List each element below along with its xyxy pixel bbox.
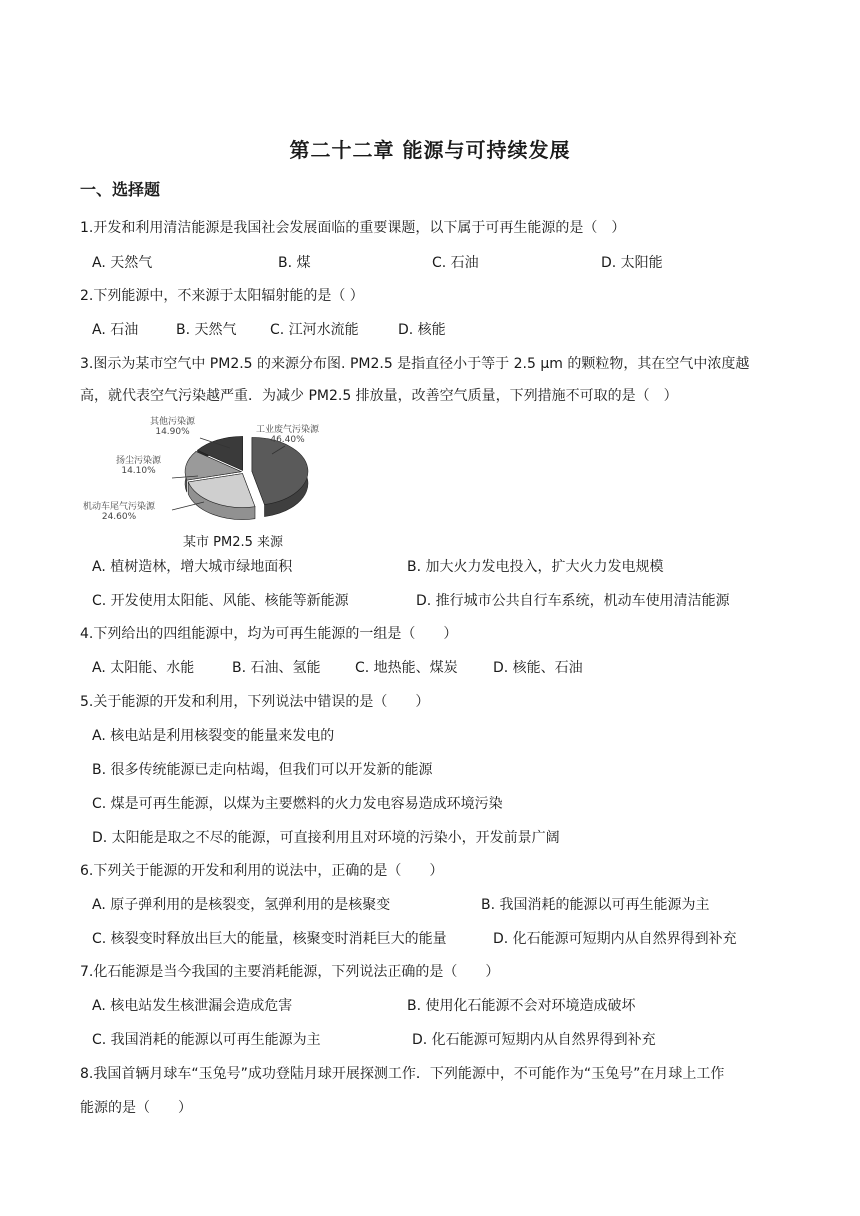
question-5-option-c[interactable]: C. 煤是可再生能源，以煤为主要燃料的火力发电容易造成环境污染 xyxy=(92,796,503,812)
question-6-option-d[interactable]: D. 化石能源可短期内从自然界得到补充 xyxy=(493,931,737,947)
pm25-pie-chart xyxy=(80,414,370,550)
question-5-stem: 5.关于能源的开发和利用，下列说法中错误的是（ ） xyxy=(80,694,430,710)
question-7-option-c[interactable]: C. 我国消耗的能源以可再生能源为主 xyxy=(92,1032,321,1048)
question-4-stem: 4.下列给出的四组能源中，均为可再生能源的一组是（ ） xyxy=(80,626,458,642)
question-7-stem: 7.化石能源是当今我国的主要消耗能源，下列说法正确的是（ ） xyxy=(80,964,500,980)
question-8-stem-line1: 8.我国首辆月球车“玉兔号”成功登陆月球开展探测工作．下列能源中，不可能作为“玉兔号”在月球上工作 xyxy=(80,1066,725,1082)
question-2-option-d[interactable]: D. 核能 xyxy=(398,322,446,338)
question-3-option-d[interactable]: D. 推行城市公共自行车系统，机动车使用清洁能源 xyxy=(416,593,730,609)
question-3-option-a[interactable]: A. 植树造林，增大城市绿地面积 xyxy=(92,559,293,575)
chart-caption: 某市 PM2.5 来源 xyxy=(183,535,283,550)
question-2-option-c[interactable]: C. 江河水流能 xyxy=(270,322,359,338)
section-heading: 一、选择题 xyxy=(80,180,161,199)
question-3-option-c[interactable]: C. 开发使用太阳能、风能、核能等新能源 xyxy=(92,593,349,609)
question-6-stem: 6.下列关于能源的开发和利用的说法中，正确的是（ ） xyxy=(80,863,444,879)
question-1-option-d[interactable]: D. 太阳能 xyxy=(601,255,663,271)
question-4-option-b[interactable]: B. 石油、氢能 xyxy=(232,660,321,676)
pie-label-industry: 工业废气污染源 46.40% xyxy=(256,425,320,445)
question-7-option-b[interactable]: B. 使用化石能源不会对环境造成破坏 xyxy=(407,998,636,1014)
question-2-option-a[interactable]: A. 石油 xyxy=(92,322,139,338)
question-3-option-b[interactable]: B. 加大火力发电投入，扩大火力发电规模 xyxy=(407,559,664,575)
question-2-stem: 2.下列能源中，不来源于太阳辐射能的是（ ） xyxy=(80,288,364,304)
question-4-option-c[interactable]: C. 地热能、煤炭 xyxy=(355,660,458,676)
question-5-option-d[interactable]: D. 太阳能是取之不尽的能源，可直接利用且对环境的污染小，开发前景广阔 xyxy=(92,830,560,846)
question-1-stem: 1.开发和利用清洁能源是我国社会发展面临的重要课题，以下属于可再生能源的是（ ） xyxy=(80,220,626,236)
question-6-option-c[interactable]: C. 核裂变时释放出巨大的能量，核聚变时消耗巨大的能量 xyxy=(92,931,447,947)
question-6-option-a[interactable]: A. 原子弹利用的是核裂变，氢弹利用的是核聚变 xyxy=(92,897,391,913)
question-3-stem-line2: 高，就代表空气污染越严重．为减少 PM2.5 排放量，改善空气质量，下列措施不可取的是（ ） xyxy=(80,388,678,404)
pie-label-vehicle: 机动车尾气污染源 24.60% xyxy=(83,502,156,522)
page-title: 第二十二章 能源与可持续发展 xyxy=(289,138,571,162)
question-4-option-d[interactable]: D. 核能、石油 xyxy=(493,660,583,676)
question-5-option-b[interactable]: B. 很多传统能源已走向枯竭，但我们可以开发新的能源 xyxy=(92,762,433,778)
pie-label-other: 其他污染源 14.90% xyxy=(150,417,196,437)
question-7-option-a[interactable]: A. 核电站发生核泄漏会造成危害 xyxy=(92,998,293,1014)
question-1-option-c[interactable]: C. 石油 xyxy=(432,255,479,271)
question-4-option-a[interactable]: A. 太阳能、水能 xyxy=(92,660,195,676)
question-3-stem-line1: 3.图示为某市空气中 PM2.5 的来源分布图. PM2.5 是指直径小于等于 2.5 μm 的颗粒物，其在空气中浓度越 xyxy=(80,356,750,372)
pie-label-dust: 扬尘污染源 14.10% xyxy=(116,456,162,476)
question-6-option-b[interactable]: B. 我国消耗的能源以可再生能源为主 xyxy=(481,897,710,913)
question-5-option-a[interactable]: A. 核电站是利用核裂变的能量来发电的 xyxy=(92,728,335,744)
question-2-option-b[interactable]: B. 天然气 xyxy=(176,322,237,338)
question-1-option-b[interactable]: B. 煤 xyxy=(278,255,311,271)
question-8-stem-line2: 能源的是（ ） xyxy=(80,1100,192,1116)
question-1-option-a[interactable]: A. 天然气 xyxy=(92,255,153,271)
question-7-option-d[interactable]: D. 化石能源可短期内从自然界得到补充 xyxy=(412,1032,656,1048)
